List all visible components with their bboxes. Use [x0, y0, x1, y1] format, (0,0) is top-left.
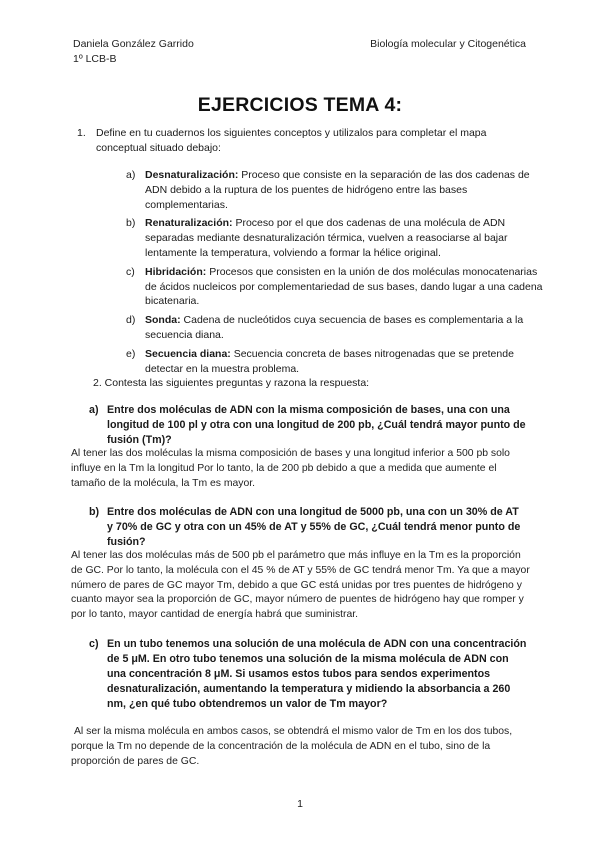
definition-list	[126, 168, 545, 380]
answer-b: Al tener las dos moléculas más de 500 pb el parámetro que más influye en la Tm es la proporción de GC. Por lo tanto, la molécula con el 45 % de AT y 55% de GC tendrá menor Tm. Ya que a mayor número de pares de GC mayor Tm, debido a que GC está unidas por tres puentes de hidrógeno y cuanto mayor sea la proporción de GC, mayor número de puentes de hidrógeno hay que romper y por lo tanto, mayor cantidad de energía habrá que suministrar.	[71, 550, 530, 621]
definition-term: Hibridación:	[145, 265, 207, 278]
definition-item	[126, 265, 545, 309]
question-2-intro: 2. Contesta las siguientes preguntas y razona la respuesta:	[93, 377, 370, 389]
author-name: Daniela González Garrido	[73, 38, 194, 50]
sub-question-letter: a)	[89, 404, 99, 416]
definition-letter: b)	[126, 217, 136, 230]
question-1-number: 1.	[77, 127, 86, 139]
definition-term: Desnaturalización:	[145, 169, 239, 181]
definition-letter: d)	[126, 314, 136, 327]
definition-text: Proceso que consiste en la separación de las dos cadenas de ADN debido a la ruptura de los puentes de hidrógeno entre las bases complementarias.	[145, 169, 530, 211]
question-1	[77, 126, 536, 155]
definition-item	[126, 347, 545, 377]
sub-question-text: En un tubo tenemos una solución de una molécula de ADN con una concentración de 5 μM. En otro tubo tenemos una solución de la misma molécula de ADN con una concentración 8 μM. Si usamos estos tubos para sendos experimentos desnaturalización, aumentando la temperatura y midiendo la absorbancia a 260 nm, ¿en qué tubo obtendremos un valor de Tm mayor?	[107, 638, 527, 710]
definition-item	[126, 168, 545, 212]
sub-question-a	[89, 403, 527, 448]
definition-term: Sonda:	[145, 314, 181, 327]
sub-question-text: Entre dos moléculas de ADN con la misma composición de bases, una con una longitud de 100 pl y otra con una longitud de 200 pb, ¿Cuál tendrá mayor punto de fusión (Tm)?	[107, 404, 526, 446]
sub-question-b	[89, 505, 527, 550]
definition-letter: a)	[126, 169, 136, 181]
definition-term: Renaturalización:	[145, 217, 233, 230]
sub-question-c	[89, 637, 527, 712]
definition-item	[126, 313, 545, 343]
definition-letter: c)	[126, 265, 135, 278]
answer-c: Al ser la misma molécula en ambos casos, se obtendrá el mismo valor de Tm en los dos tubos, porque la Tm no depende de la concentración de la molécula de ADN en el tubo, sino de la proporción de pares de GC.	[71, 726, 513, 767]
definition-text: Proceso por el que dos cadenas de una molécula de ADN separadas mediante desnaturalización térmica, vuelven a reasociarse al bajar lentamente la temperatura, volviendo a formar la hélice original.	[145, 217, 508, 259]
page-number: 1	[297, 798, 303, 810]
answer-a: Al tener las dos moléculas la misma composición de bases y una longitud inferior a 500 pb solo influye en la Tm la longitud Por lo tanto, la de 200 pb debido a que a medida que aumente el tamaño de la molécula, la Tm es mayor.	[71, 448, 510, 489]
definition-term: Secuencia diana:	[145, 347, 231, 360]
course-group: 1º LCB-B	[73, 53, 117, 65]
sub-question-letter: b)	[89, 506, 100, 518]
header-left	[73, 37, 194, 67]
page-title: EJERCICIOS TEMA 4:	[197, 94, 403, 116]
sub-question-text: Entre dos moléculas de ADN con una longitud de 5000 pb, una con un 30% de AT y 70% de GC y otra con un 45% de AT y 55% de GC, ¿Cuál tendrá menor punto de fusión?	[107, 506, 521, 548]
definition-item	[126, 216, 545, 260]
definition-letter: e)	[126, 347, 136, 360]
definition-text: Secuencia concreta de bases nitrogenadas que se pretende detectar en la muestra problema.	[145, 347, 514, 375]
definition-text: Procesos que consisten en la unión de dos moléculas monocatenarias de ácidos nucleicos por complementariedad de sus bases, dando lugar a una cadena bicatenaria.	[145, 265, 543, 308]
definition-text: Cadena de nucleótidos cuya secuencia de bases es complementaria a la secuencia diana.	[145, 314, 524, 341]
sub-question-letter: c)	[89, 638, 99, 650]
subject-name: Biología molecular y Citogenética	[370, 38, 526, 50]
question-1-text: Define en tu cuadernos los siguientes conceptos y utilizalos para completar el mapa conceptual situado debajo:	[96, 127, 487, 154]
